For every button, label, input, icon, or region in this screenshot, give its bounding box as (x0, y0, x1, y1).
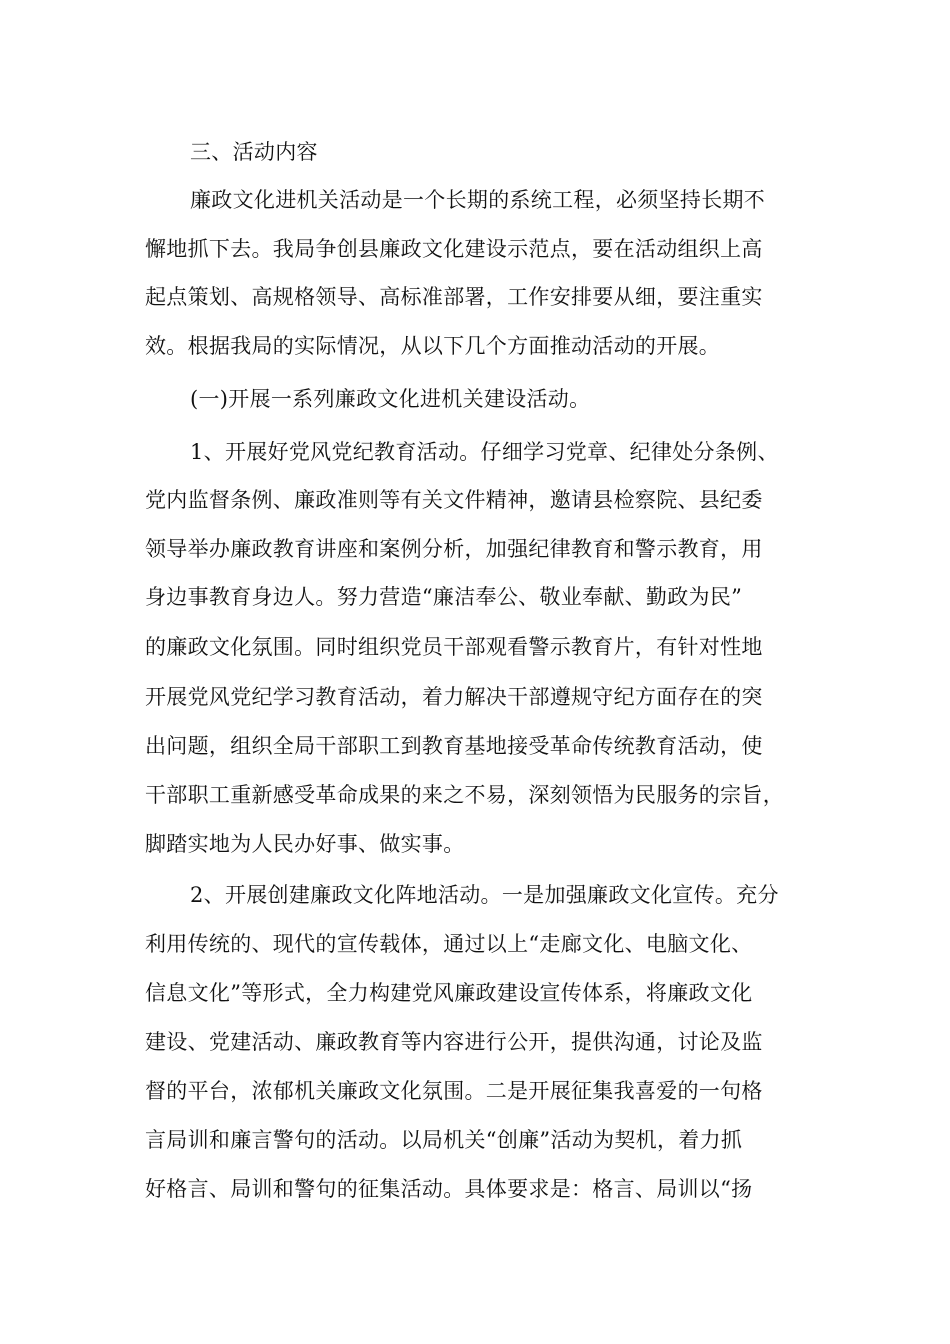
paragraph-line: 建设、党建活动、廉政教育等内容进行公开，提供沟通，讨论及监 (145, 1030, 763, 1054)
paragraph-line: 身边事教育身边人。努力营造“廉洁奉公、敬业奉献、勤政为民” (145, 585, 743, 609)
paragraph-line: 好格言、局训和警句的征集活动。具体要求是：格言、局训以“扬 (145, 1177, 753, 1201)
paragraph-line: 言局训和廉言警句的活动。以局机关“创廉”活动为契机，着力抓 (145, 1128, 743, 1152)
paragraph-line: 的廉政文化氛围。同时组织党员干部观看警示教育片，有针对性地 (145, 635, 763, 659)
paragraph-line: 1、开展好党风党纪教育活动。仔细学习党章、纪律处分条例、 (190, 440, 779, 464)
paragraph-line: 出问题，组织全局干部职工到教育基地接受革命传统教育活动，使 (145, 734, 763, 758)
paragraph-line: 2、开展创建廉政文化阵地活动。一是加强廉政文化宣传。充分 (190, 883, 779, 907)
paragraph-line: 开展党风党纪学习教育活动，着力解决干部遵规守纪方面存在的突 (145, 685, 763, 709)
paragraph-line: 起点策划、高规格领导、高标准部署，工作安排要从细，要注重实 (145, 285, 763, 309)
paragraph-line: 干部职工重新感受革命成果的来之不易，深刻领悟为民服务的宗旨， (145, 783, 784, 807)
subsection-heading: (一)开展一系列廉政文化进机关建设活动。 (190, 387, 591, 411)
paragraph-line: 脚踏实地为人民办好事、做实事。 (145, 832, 465, 856)
paragraph-line: 党内监督条例、廉政准则等有关文件精神，邀请县检察院、县纪委 (145, 488, 763, 512)
paragraph-line: 廉政文化进机关活动是一个长期的系统工程，必须坚持长期不 (190, 188, 766, 212)
section-heading: 三、活动内容 (190, 140, 318, 164)
paragraph-line: 效。根据我局的实际情况，从以下几个方面推动活动的开展。 (145, 334, 721, 358)
paragraph-line: 领导举办廉政教育讲座和案例分析，加强纪律教育和警示教育，用 (145, 537, 763, 561)
paragraph-line: 利用传统的、现代的宣传载体，通过以上“走廊文化、电脑文化、 (145, 932, 753, 956)
paragraph-line: 懈地抓下去。我局争创县廉政文化建设示范点，要在活动组织上高 (145, 237, 763, 261)
paragraph-line: 信息文化”等形式，全力构建党风廉政建设宣传体系，将廉政文化 (145, 981, 753, 1005)
paragraph-line: 督的平台，浓郁机关廉政文化氛围。二是开展征集我喜爱的一句格 (145, 1079, 763, 1103)
